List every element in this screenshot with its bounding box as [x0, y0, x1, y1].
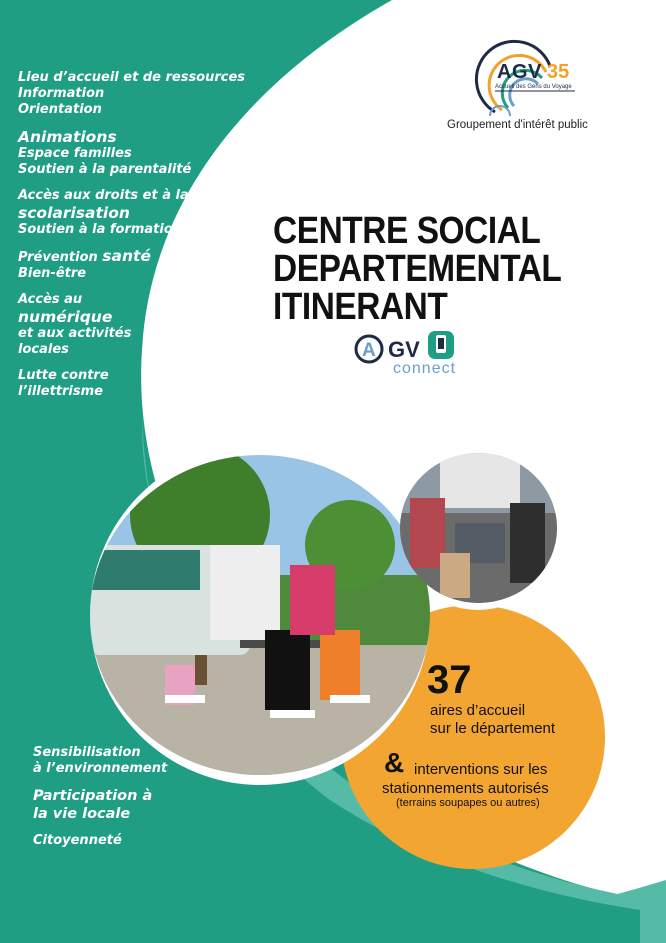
service-line: Citoyenneté — [33, 833, 122, 848]
service-line: Orientation — [18, 102, 102, 117]
logo-number: 35 — [547, 61, 570, 83]
connect-logo-letters: GV — [388, 337, 420, 362]
service-line: Lutte contre — [18, 368, 109, 383]
photo-outdoor-illustration — [90, 455, 430, 775]
service-line: la vie locale — [33, 806, 131, 822]
service-line: Accès au — [18, 292, 83, 307]
service-line: Soutien à la parentalité — [18, 162, 192, 177]
service-group-accueil — [18, 70, 268, 118]
svg-text:A: A — [362, 340, 376, 361]
service-line: Espace familles — [18, 146, 132, 161]
connect-logo-word: connect — [393, 360, 457, 377]
service-group-environnement — [33, 745, 253, 777]
page-title — [273, 212, 561, 326]
photo-group-illustration — [400, 453, 557, 603]
service-line: Bien-être — [18, 266, 87, 281]
service-line: Lieu d’accueil et de ressources — [18, 70, 246, 85]
photo-outdoor-table — [90, 455, 430, 775]
logo-tagline: Accueil des Gens du Voyage — [495, 84, 572, 90]
services-list-top — [18, 70, 268, 410]
title-line-2: DEPARTEMENTAL — [273, 248, 562, 290]
aires-line-2: sur le département — [430, 720, 556, 737]
ampersand: & — [384, 747, 405, 778]
service-line: Accès aux droits et à la — [18, 188, 189, 203]
service-line: Sensibilisation — [33, 745, 141, 760]
service-group-droits — [18, 188, 268, 238]
aires-line-1: aires d’accueil — [430, 702, 526, 719]
service-heading: numérique — [18, 308, 113, 326]
service-line: et aux activités — [18, 326, 132, 341]
connect-a-icon — [354, 334, 388, 364]
service-group-citoyennete — [33, 833, 253, 849]
service-group-illettrisme — [18, 368, 268, 400]
title-line-1: CENTRE SOCIAL — [273, 210, 541, 252]
service-group-sante — [18, 248, 268, 282]
logo-subtitle: Groupement d'intérêt public — [447, 119, 588, 131]
aires-description — [430, 702, 555, 738]
service-line: l’illettrisme — [18, 384, 103, 399]
service-line: Prévention santé — [18, 247, 151, 265]
service-line: Participation à — [33, 788, 153, 804]
service-line: Information — [18, 86, 105, 101]
service-group-numerique — [18, 292, 268, 358]
aires-count: 37 — [427, 658, 472, 702]
title-line-3: ITINERANT — [273, 286, 448, 328]
logo-name: AGV — [497, 61, 542, 83]
phone-icon — [427, 330, 455, 360]
service-line: locales — [18, 342, 69, 357]
interventions-line-1: interventions sur les — [414, 761, 548, 778]
service-heading: scolarisation — [18, 204, 130, 222]
photo-group-activity — [400, 453, 557, 603]
service-group-animations — [18, 128, 268, 178]
service-heading: santé — [102, 247, 151, 265]
interventions-note: (terrains soupapes ou autres) — [396, 797, 540, 809]
service-group-vie-locale — [33, 787, 253, 823]
interventions-line-2: stationnements autorisés — [382, 780, 549, 797]
service-line: Soutien à la formation — [18, 222, 183, 237]
service-heading: Animations — [18, 128, 117, 146]
service-line: à l’environnement — [33, 761, 168, 776]
services-list-bottom — [33, 745, 253, 859]
